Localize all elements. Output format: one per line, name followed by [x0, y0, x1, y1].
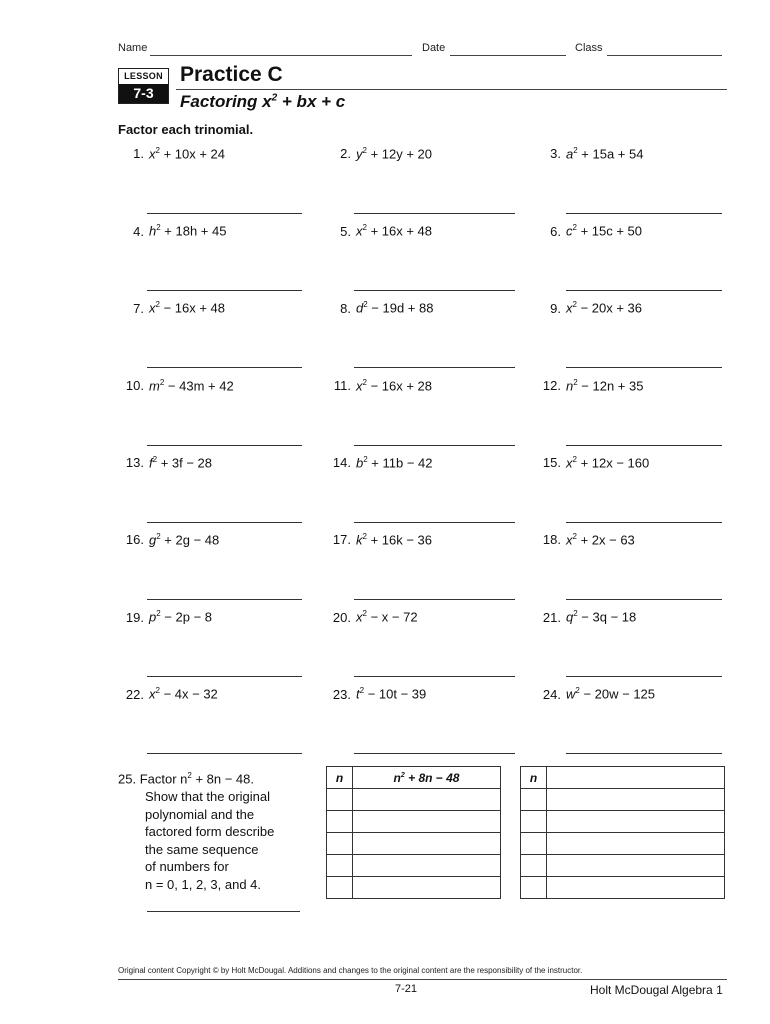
problem-number: 13. — [125, 455, 144, 471]
problem-13: 13. $f^2 + 3f - 28$ — [118, 455, 212, 470]
table-header-n: n — [327, 767, 353, 789]
answer-line-15[interactable] — [566, 522, 722, 523]
answer-line-1[interactable] — [147, 213, 302, 214]
table-header-n: n — [521, 767, 547, 789]
problem-number: 9. — [550, 300, 561, 316]
table-cell[interactable] — [353, 855, 501, 877]
problem-number: 2. — [340, 146, 351, 162]
problem-number: 24. — [542, 686, 561, 702]
values-table-original — [326, 766, 501, 899]
problem-21: 21. $q^2 - 3q - 18$ — [535, 609, 636, 624]
problem-16: 16. $g^2 + 2g - 48$ — [118, 532, 219, 547]
problem-number: 5. — [340, 223, 351, 239]
values-table-factored — [520, 766, 725, 899]
answer-line-20[interactable] — [354, 676, 515, 677]
lesson-label: LESSON — [124, 71, 163, 81]
problem-9: 9. $x^2 - 20x + 36$ — [535, 300, 642, 315]
problem-1: 1. $x^2 + 10x + 24$ — [118, 146, 225, 161]
table-cell[interactable] — [547, 811, 725, 833]
table-cell[interactable] — [521, 877, 547, 899]
answer-line-16[interactable] — [147, 599, 302, 600]
answer-line-2[interactable] — [354, 213, 515, 214]
problem-20: 20. $x^2 - x - 72$ — [325, 609, 418, 624]
table-cell[interactable] — [521, 811, 547, 833]
problem-18: 18. $x^2 + 2x - 63$ — [535, 532, 635, 547]
book-title: Holt McDougal Algebra 1 — [590, 983, 723, 997]
problem-number: 8. — [340, 300, 351, 316]
problem-number: 12. — [542, 377, 561, 393]
answer-line-24[interactable] — [566, 753, 722, 754]
problem-2: 2. $y^2 + 12y + 20$ — [325, 146, 432, 161]
table-cell[interactable] — [353, 789, 501, 811]
problem-number: 22. — [125, 686, 144, 702]
page-number: 7-21 — [395, 983, 418, 995]
problem-14: 14. $b^2 + 11b - 42$ — [325, 455, 433, 470]
table-cell[interactable] — [353, 811, 501, 833]
problem-number: 23. — [332, 686, 351, 702]
answer-line-17[interactable] — [354, 599, 515, 600]
date-field-line[interactable] — [450, 55, 566, 56]
date-label: Date — [422, 42, 446, 54]
problem-15: 15. $x^2 + 12x - 160$ — [535, 455, 649, 470]
page-title: Practice C — [180, 63, 283, 86]
problem-number: 14. — [332, 455, 351, 471]
answer-line-10[interactable] — [147, 445, 302, 446]
problem-10: 10. $m^2 - 43m + 42$ — [118, 378, 234, 393]
answer-line-6[interactable] — [566, 290, 722, 291]
problem-number: 25. — [118, 771, 137, 787]
problem-number: 3. — [550, 146, 561, 162]
table-cell[interactable] — [327, 811, 353, 833]
table-cell[interactable] — [547, 833, 725, 855]
answer-line-25[interactable] — [147, 911, 300, 912]
problem-number: 7. — [133, 300, 144, 316]
problem-number: 20. — [332, 609, 351, 625]
table-cell[interactable] — [547, 855, 725, 877]
answer-line-13[interactable] — [147, 522, 302, 523]
answer-line-23[interactable] — [354, 753, 515, 754]
problem-5: 5. $x^2 + 16x + 48$ — [325, 223, 432, 238]
page-subtitle: Factoring $x^2$ + bx + c — [180, 92, 346, 111]
table-cell[interactable] — [521, 833, 547, 855]
answer-line-3[interactable] — [566, 213, 722, 214]
answer-line-22[interactable] — [147, 753, 302, 754]
class-field-line[interactable] — [607, 55, 722, 56]
lesson-number: 7-3 — [119, 84, 168, 103]
answer-line-5[interactable] — [354, 290, 515, 291]
problem-22: 22. $x^2 - 4x - 32$ — [118, 686, 218, 701]
table-cell[interactable] — [521, 855, 547, 877]
problem-number: 21. — [542, 609, 561, 625]
problem-8: 8. $d^2 - 19d + 88$ — [325, 300, 433, 315]
title-divider — [176, 89, 727, 90]
table-cell[interactable] — [547, 789, 725, 811]
lesson-badge — [118, 68, 169, 104]
problem-number: 19. — [125, 609, 144, 625]
copyright-note: Original content Copyright © by Holt McDougal. Additions and changes to the original content are the responsibility of the instructor. — [118, 966, 583, 975]
answer-line-8[interactable] — [354, 367, 515, 368]
problem-11: 11. $x^2 - 16x + 28$ — [325, 378, 432, 393]
problem-6: 6. $c^2 + 15c + 50$ — [535, 223, 642, 238]
answer-line-12[interactable] — [566, 445, 722, 446]
problem-17: 17. $k^2 + 16k - 36$ — [325, 532, 432, 547]
table-cell[interactable] — [327, 877, 353, 899]
table-header-polynomial: $n^2 + 8n - 48$ — [353, 767, 501, 789]
answer-line-18[interactable] — [566, 599, 722, 600]
problem-24: 24. $w^2 - 20w - 125$ — [535, 686, 655, 701]
name-field-line[interactable] — [150, 55, 412, 56]
problem-number: 16. — [125, 532, 144, 548]
footer-divider — [118, 979, 727, 980]
table-cell[interactable] — [327, 855, 353, 877]
table-cell[interactable] — [327, 789, 353, 811]
answer-line-21[interactable] — [566, 676, 722, 677]
problem-23: 23. $t^2 - 10t - 39$ — [325, 686, 426, 701]
problem-number: 15. — [542, 455, 561, 471]
answer-line-4[interactable] — [147, 290, 302, 291]
problem-number: 6. — [550, 223, 561, 239]
answer-line-11[interactable] — [354, 445, 515, 446]
answer-line-7[interactable] — [147, 367, 302, 368]
problem-number: 1. — [133, 146, 144, 162]
table-cell[interactable] — [353, 877, 501, 899]
problem-number: 18. — [542, 532, 561, 548]
table-cell[interactable] — [353, 833, 501, 855]
problem-7: 7. $x^2 - 16x + 48$ — [118, 300, 225, 315]
problem-4: 4. $h^2 + 18h + 45$ — [118, 223, 226, 238]
problem-number: 4. — [133, 223, 144, 239]
table-cell[interactable] — [547, 877, 725, 899]
problem-19: 19. $p^2 - 2p - 8$ — [118, 609, 212, 624]
problem-number: 10. — [125, 377, 144, 393]
problem-12: 12. $n^2 - 12n + 35$ — [535, 378, 643, 393]
answer-line-9[interactable] — [566, 367, 722, 368]
problem-number: 11. — [333, 377, 351, 393]
table-cell[interactable] — [327, 833, 353, 855]
answer-line-19[interactable] — [147, 676, 302, 677]
answer-line-14[interactable] — [354, 522, 515, 523]
problem-25: 25. Factor $n^2 + 8n - 48$. Show that the original polynomial and the factored form describe the same sequence of numbers for n = 0, 1, 2, 3, and 4. — [118, 771, 275, 892]
table-cell[interactable] — [521, 789, 547, 811]
problem-3: 3. $a^2 + 15a + 54$ — [535, 146, 643, 161]
problem-number: 17. — [332, 532, 351, 548]
instructions: Factor each trinomial. — [118, 122, 254, 137]
name-label: Name — [118, 42, 148, 54]
class-label: Class — [575, 42, 603, 54]
table-header-factored — [547, 767, 725, 789]
